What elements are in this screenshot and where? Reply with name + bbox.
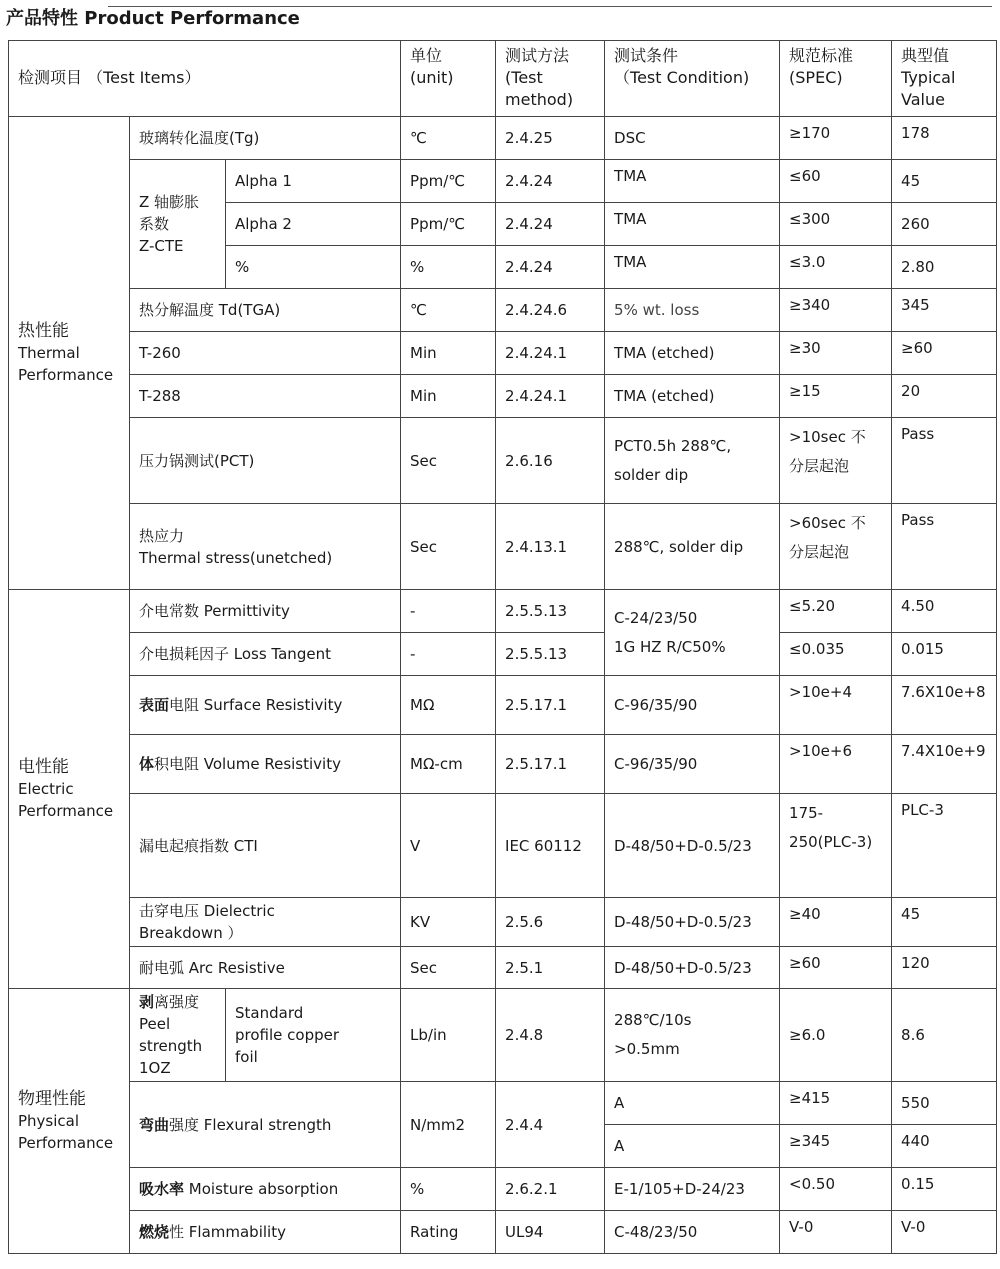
method-cell: 2.4.24 xyxy=(496,203,605,246)
item-bold: 燃烧 xyxy=(139,1223,170,1241)
method-cell: 2.5.1 xyxy=(496,947,605,989)
table-row xyxy=(9,289,997,332)
typical-cell: 550 xyxy=(892,1082,997,1125)
method-cell: 2.4.24.1 xyxy=(496,332,605,375)
typical-cell: 2.80 xyxy=(892,246,997,289)
item-cell: 热应力 Thermal stress(unetched) xyxy=(130,504,401,590)
condition-cell: C-24/23/50 1G HZ R/C50% xyxy=(605,590,780,676)
condition-cell: PCT0.5h 288℃, solder dip xyxy=(605,418,780,504)
typical-cell: 0.015 xyxy=(892,633,997,676)
spec-cell: >60sec 不 分层起泡 xyxy=(780,504,892,590)
table-row xyxy=(9,1168,997,1211)
typical-cell: ≥60 xyxy=(892,332,997,375)
condition-cell: TMA xyxy=(605,160,780,203)
typical-cell: V-0 xyxy=(892,1211,997,1254)
condition-cell: 288℃/10s >0.5mm xyxy=(605,989,780,1082)
table-row xyxy=(9,794,997,898)
spec-cell: ≥415 xyxy=(780,1082,892,1125)
item-bold: 体 xyxy=(139,755,155,773)
spec-cell: ≤5.20 xyxy=(780,590,892,633)
section-title: 产品特性 Product Performance xyxy=(6,8,300,29)
spec-cell: ≤60 xyxy=(780,160,892,203)
condition-cell: TMA (etched) xyxy=(605,332,780,375)
condition-cell: D-48/50+D-0.5/23 xyxy=(605,947,780,989)
item-text: 性 Flammability xyxy=(169,1223,286,1241)
unit-cell: Rating xyxy=(401,1211,496,1254)
method-cell: 2.5.5.13 xyxy=(496,633,605,676)
item-cell: 介电损耗因子 Loss Tangent xyxy=(130,633,401,676)
item-text: 积电阻 Volume Resistivity xyxy=(154,755,341,773)
unit-cell: % xyxy=(401,1168,496,1211)
spec-cell: >10sec 不 分层起泡 xyxy=(780,418,892,504)
item-cell: 介电常数 Permittivity xyxy=(130,590,401,633)
category-physical xyxy=(9,989,130,1254)
method-cell: 2.5.6 xyxy=(496,898,605,947)
spec-cell: ≥30 xyxy=(780,332,892,375)
unit-cell: Min xyxy=(401,375,496,418)
category-en: Physical Performance xyxy=(18,1112,114,1152)
typical-cell: 45 xyxy=(892,160,997,203)
condition-cell: DSC xyxy=(605,117,780,160)
method-cell: IEC 60112 xyxy=(496,794,605,898)
item-cell xyxy=(130,735,401,794)
table-row xyxy=(9,332,997,375)
category-zh: 物理性能 xyxy=(18,1089,86,1109)
unit-cell: ℃ xyxy=(401,289,496,332)
spec-cell: >10e+6 xyxy=(780,735,892,794)
header-row xyxy=(9,41,997,117)
method-cell: 2.4.24.6 xyxy=(496,289,605,332)
item-cell xyxy=(130,676,401,735)
table-row xyxy=(9,504,997,590)
typical-cell: 7.4X10e+9 xyxy=(892,735,997,794)
category-zh: 电性能 xyxy=(18,757,69,777)
item-cell: T-260 xyxy=(130,332,401,375)
spec-cell: ≤3.0 xyxy=(780,246,892,289)
condition-cell: C-48/23/50 xyxy=(605,1211,780,1254)
typical-cell: 178 xyxy=(892,117,997,160)
unit-cell: Ppm/℃ xyxy=(401,160,496,203)
zcte-label: Z 轴膨胀 系数 Z-CTE xyxy=(130,160,226,289)
item-bold: 弯曲 xyxy=(139,1115,170,1134)
table-row xyxy=(9,117,997,160)
item-cell: % xyxy=(226,246,401,289)
table-row xyxy=(9,898,997,947)
item-cell xyxy=(130,989,226,1082)
unit-cell: % xyxy=(401,246,496,289)
item-cell: Alpha 1 xyxy=(226,160,401,203)
header-condition: 测试条件 （Test Condition) xyxy=(605,41,780,117)
item-cell: 热分解温度 Td(TGA) xyxy=(130,289,401,332)
unit-cell: - xyxy=(401,633,496,676)
typical-cell: Pass xyxy=(892,504,997,590)
spec-cell: ≥6.0 xyxy=(780,989,892,1082)
method-cell: 2.6.2.1 xyxy=(496,1168,605,1211)
typical-cell: 120 xyxy=(892,947,997,989)
unit-cell: Sec xyxy=(401,947,496,989)
item-cell: 压力锅测试(PCT) xyxy=(130,418,401,504)
item-bold: 剥 xyxy=(139,993,155,1011)
unit-cell: KV xyxy=(401,898,496,947)
spec-cell: ≥15 xyxy=(780,375,892,418)
method-cell: 2.6.16 xyxy=(496,418,605,504)
condition-cell: A xyxy=(605,1125,780,1168)
table-row xyxy=(9,590,997,633)
item-text: 离强度 Peel strength 1OZ xyxy=(139,993,203,1077)
unit-cell: Min xyxy=(401,332,496,375)
spec-cell: ≥340 xyxy=(780,289,892,332)
item-cell: 漏电起痕指数 CTI xyxy=(130,794,401,898)
typical-cell: 8.6 xyxy=(892,989,997,1082)
table-row xyxy=(9,160,997,203)
condition-cell: D-48/50+D-0.5/23 xyxy=(605,898,780,947)
item-cell: T-288 xyxy=(130,375,401,418)
unit-cell: N/mm2 xyxy=(401,1082,496,1168)
item-bold: 表面 xyxy=(139,696,170,714)
table-row xyxy=(9,1082,997,1125)
typical-cell: 4.50 xyxy=(892,590,997,633)
product-performance-table xyxy=(8,40,997,1254)
unit-cell: Sec xyxy=(401,418,496,504)
method-cell: 2.4.24 xyxy=(496,246,605,289)
category-electric xyxy=(9,590,130,989)
header-spec: 规范标准 (SPEC) xyxy=(780,41,892,117)
condition-cell: A xyxy=(605,1082,780,1125)
unit-cell: MΩ-cm xyxy=(401,735,496,794)
spec-cell: V-0 xyxy=(780,1211,892,1254)
header-typical: 典型值 Typical Value xyxy=(892,41,997,117)
category-thermal xyxy=(9,117,130,590)
typical-cell: 45 xyxy=(892,898,997,947)
method-cell: 2.5.5.13 xyxy=(496,590,605,633)
condition-cell: TMA xyxy=(605,246,780,289)
spec-cell: ≥40 xyxy=(780,898,892,947)
unit-cell: Sec xyxy=(401,504,496,590)
spec-cell: ≤0.035 xyxy=(780,633,892,676)
unit-cell: Ppm/℃ xyxy=(401,203,496,246)
table-row xyxy=(9,676,997,735)
table-row xyxy=(9,375,997,418)
header-method: 测试方法 (Test method) xyxy=(496,41,605,117)
spec-cell: ≥60 xyxy=(780,947,892,989)
item-text: 电阻 Surface Resistivity xyxy=(169,696,343,714)
typical-cell: 7.6X10e+8 xyxy=(892,676,997,735)
table-row xyxy=(9,633,997,676)
typical-cell: Pass xyxy=(892,418,997,504)
method-cell: 2.4.24.1 xyxy=(496,375,605,418)
item-cell: 击穿电压 Dielectric Breakdown ） xyxy=(130,898,401,947)
typical-cell: 20 xyxy=(892,375,997,418)
table-row xyxy=(9,947,997,989)
header-item: 检测项目 （Test Items） xyxy=(9,41,401,117)
category-en: Thermal Performance xyxy=(18,344,114,384)
typical-cell: 440 xyxy=(892,1125,997,1168)
table-row xyxy=(9,418,997,504)
method-cell: 2.4.8 xyxy=(496,989,605,1082)
method-cell: 2.5.17.1 xyxy=(496,676,605,735)
category-en: Electric Performance xyxy=(18,780,114,820)
typical-cell: 345 xyxy=(892,289,997,332)
peel-sub-cell: Standard profile copper foil xyxy=(226,989,401,1082)
typical-cell: 260 xyxy=(892,203,997,246)
item-cell: 玻璃转化温度(Tg) xyxy=(130,117,401,160)
item-cell xyxy=(130,1082,401,1168)
condition-cell: 5% wt. loss xyxy=(605,289,780,332)
condition-cell: C-96/35/90 xyxy=(605,735,780,794)
header-unit: 单位 (unit) xyxy=(401,41,496,117)
spec-cell: <0.50 xyxy=(780,1168,892,1211)
condition-cell: TMA (etched) xyxy=(605,375,780,418)
method-cell: 2.4.25 xyxy=(496,117,605,160)
item-cell: 耐电弧 Arc Resistive xyxy=(130,947,401,989)
typical-cell: PLC-3 xyxy=(892,794,997,898)
spec-cell: ≤300 xyxy=(780,203,892,246)
table-row xyxy=(9,989,997,1082)
item-cell: Alpha 2 xyxy=(226,203,401,246)
typical-cell: 0.15 xyxy=(892,1168,997,1211)
condition-cell: E-1/105+D-24/23 xyxy=(605,1168,780,1211)
condition-cell: C-96/35/90 xyxy=(605,676,780,735)
method-cell: UL94 xyxy=(496,1211,605,1254)
item-cell xyxy=(130,1211,401,1254)
spec-cell: >10e+4 xyxy=(780,676,892,735)
condition-cell: D-48/50+D-0.5/23 xyxy=(605,794,780,898)
method-cell: 2.4.13.1 xyxy=(496,504,605,590)
item-text: 强度 Flexural strength xyxy=(169,1115,332,1134)
table-row xyxy=(9,735,997,794)
spec-cell: 175- 250(PLC-3) xyxy=(780,794,892,898)
unit-cell: ℃ xyxy=(401,117,496,160)
item-text: Moisture absorption xyxy=(184,1180,339,1198)
condition-cell: 288℃, solder dip xyxy=(605,504,780,590)
method-cell: 2.4.4 xyxy=(496,1082,605,1168)
unit-cell: V xyxy=(401,794,496,898)
unit-cell: - xyxy=(401,590,496,633)
unit-cell: MΩ xyxy=(401,676,496,735)
category-zh: 热性能 xyxy=(18,321,69,341)
table-row xyxy=(9,1211,997,1254)
method-cell: 2.4.24 xyxy=(496,160,605,203)
condition-cell: TMA xyxy=(605,203,780,246)
title-rule xyxy=(108,6,992,7)
method-cell: 2.5.17.1 xyxy=(496,735,605,794)
item-cell xyxy=(130,1168,401,1211)
unit-cell: Lb/in xyxy=(401,989,496,1082)
spec-cell: ≥170 xyxy=(780,117,892,160)
item-bold: 吸水率 xyxy=(139,1180,185,1198)
spec-cell: ≥345 xyxy=(780,1125,892,1168)
